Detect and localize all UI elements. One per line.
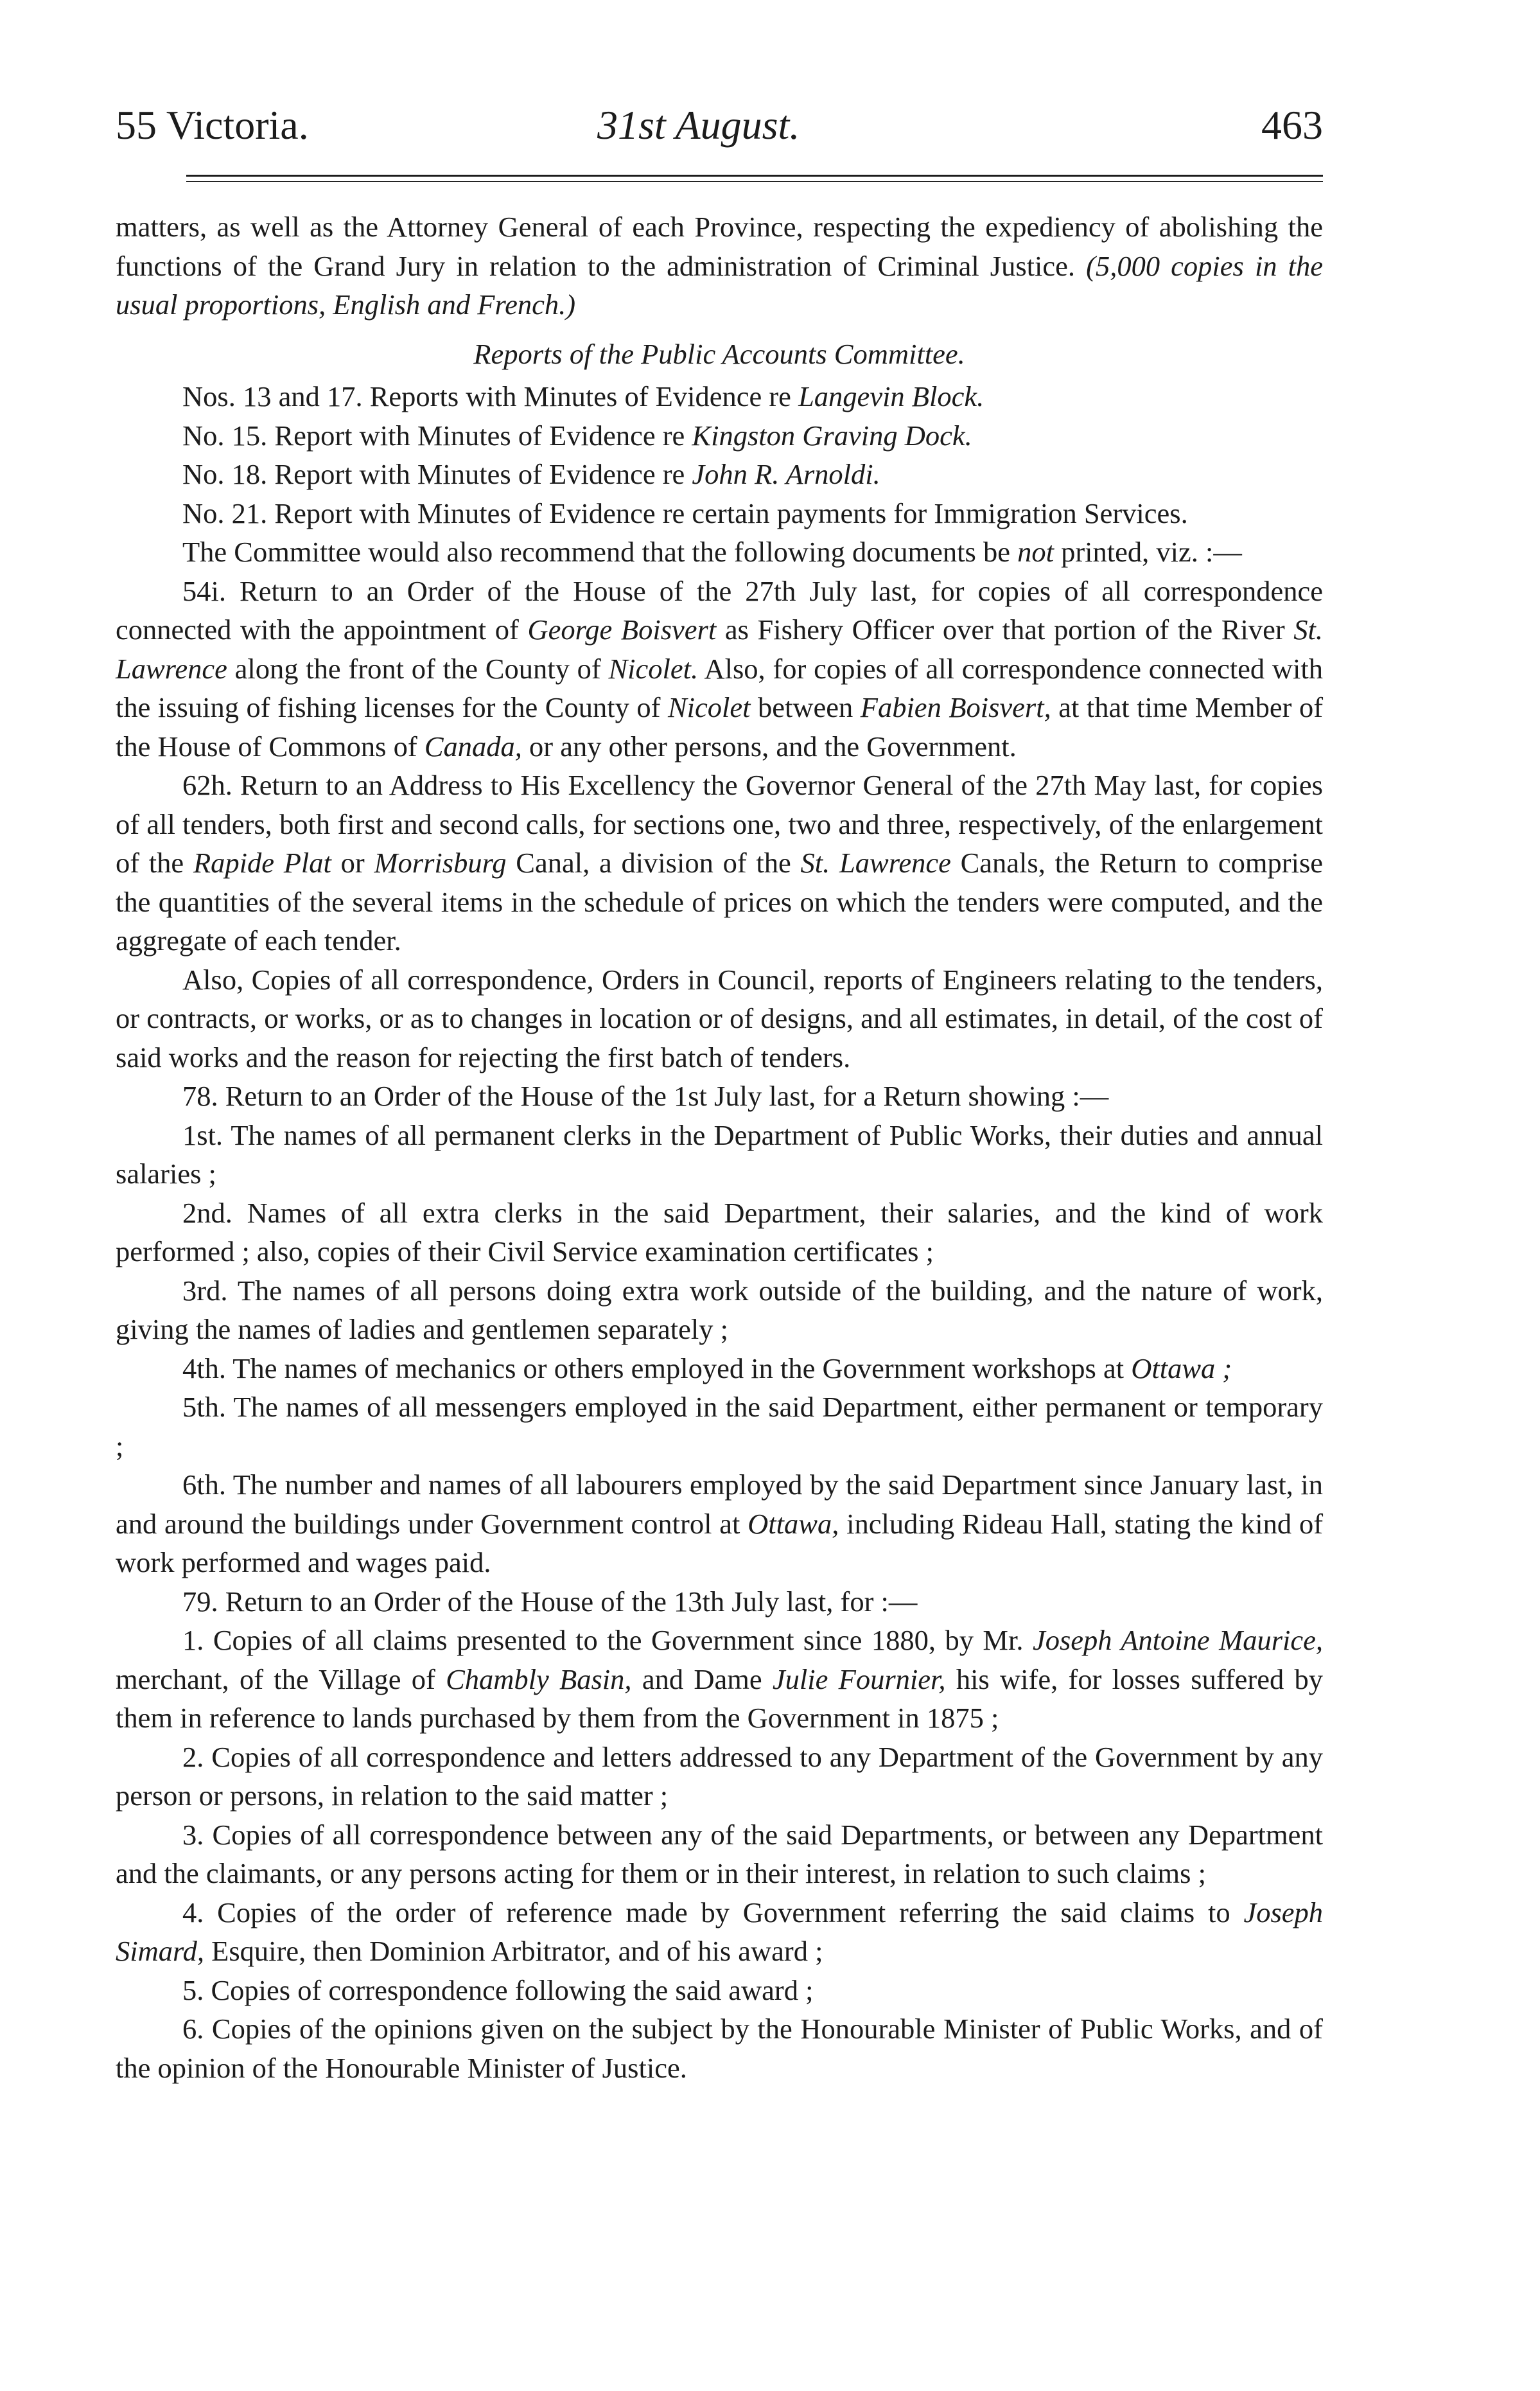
committee-recommendation: The Committee would also recommend that the following documents be not printed, viz. :— [182, 536, 1242, 568]
paragraph-continuation: matters, as well as the Attorney General of each Province, respecting the expediency of abolishing the functions of the Grand Jury in relation to the administration of Criminal Justice. (5,000 copies in the usual proportions, English and French.) [116, 211, 1324, 321]
report-item: Nos. 13 and 17. Reports with Minutes of Evidence re Langevin Block. [182, 380, 984, 412]
return-78-item: 1st. The names of all permanent clerks in the Department of Public Works, their duties and annual salaries ; [116, 1118, 1323, 1190]
return-78-item: 3rd. The names of all persons doing extra work outside of the building, and the nature of work, giving the names of ladies and gentlemen separately ; [116, 1274, 1323, 1345]
report-item: No. 18. Report with Minutes of Evidence re John R. Arnoldi. [182, 458, 880, 490]
return-62h-also: Also, Copies of all correspondence, Orders in Council, reports of Engineers relating to the tenders, or contracts, or works, or as to changes in location or of designs, and all estimates, in detail, of the cost of said works and the reason for rejecting the first batch of tenders. [116, 963, 1323, 1073]
page-body [116, 207, 1323, 2087]
return-79-item: 1. Copies of all claims presented to the Government since 1880, by Mr. Joseph Antoine Maurice, merchant, of the Village of Chambly Basin, and Dame Julie Fournier, his wife, for losses suffered by them in reference to lands purchased by them from the Government in 1875 ; [116, 1624, 1324, 1734]
return-78-item: 5th. The names of all messengers employed in the said Department, either permanent or temporary ; [116, 1391, 1323, 1462]
return-78-item: 2nd. Names of all extra clerks in the said Department, their salaries, and the kind of work performed ; also, copies of their Civil Service examination certificates ; [116, 1196, 1323, 1267]
running-header [116, 96, 1323, 154]
report-item: No. 15. Report with Minutes of Evidence re Kingston Graving Dock. [182, 419, 972, 452]
return-79-item: 4. Copies of the order of reference made by Government referring the said claims to Joseph Simard, Esquire, then Dominion Arbitrator, and of his award ; [116, 1896, 1324, 1967]
header-date: 31st August. [597, 102, 800, 148]
return-79-item: 3. Copies of all correspondence between any of the said Departments, or between any Department and the claimants, or any persons acting for them or in their interest, in relation to such claims ; [116, 1818, 1323, 1889]
return-78: 78. Return to an Order of the House of the 1st July last, for a Return showing :— [182, 1080, 1109, 1112]
page-number: 463 [1261, 102, 1323, 148]
return-79: 79. Return to an Order of the House of the 13th July last, for :— [182, 1585, 918, 1618]
return-78-item: 6th. The number and names of all labourers employed by the said Department since January last, in and around the buildings under Government control at Ottawa, including Rideau Hall, stating the kind of work performed and wages paid. [116, 1469, 1324, 1578]
return-54i: 54i. Return to an Order of the House of the 27th July last, for copies of all correspondence connected with the appointment of George Boisvert as Fishery Officer over that portion of the River St. Lawrence along the front of the County of Nicolet. Also, for copies of all correspondence connected with the issuing of fishing licenses for the County of Nicolet between Fabien Boisvert, at that time Member of the House of Commons of Canada, or any other persons, and the Government. [116, 574, 1324, 763]
header-rule [186, 175, 1323, 182]
return-78-item: 4th. The names of mechanics or others employed in the Government workshops at Ottawa ; [182, 1352, 1232, 1384]
section-heading: Reports of the Public Accounts Committee. [473, 337, 965, 370]
return-79-item: 6. Copies of the opinions given on the subject by the Honourable Minister of Public Works, and of the opinion of the Honourable Minister of Justice. [116, 2013, 1323, 2084]
return-62h: 62h. Return to an Address to His Excellency the Governor General of the 27th May last, for copies of all tenders, both first and second calls, for sections one, two and three, respectively, of the enlargement of the Rapide Plat or Morrisburg Canal, a division of the St. Lawrence Canals, the Return to comprise the quantities of the several items in the schedule of prices on which the tenders were computed, and the aggregate of each tender. [116, 769, 1324, 957]
report-item: No. 21. Report with Minutes of Evidence re certain payments for Immigration Services. [182, 497, 1188, 529]
header-regnal-year: 55 Victoria. [116, 102, 309, 148]
return-79-item: 2. Copies of all correspondence and letters addressed to any Department of the Government by any person or persons, in relation to the said matter ; [116, 1740, 1323, 1812]
journal-page [116, 96, 1323, 2087]
return-79-item: 5. Copies of correspondence following the said award ; [182, 1973, 814, 2006]
